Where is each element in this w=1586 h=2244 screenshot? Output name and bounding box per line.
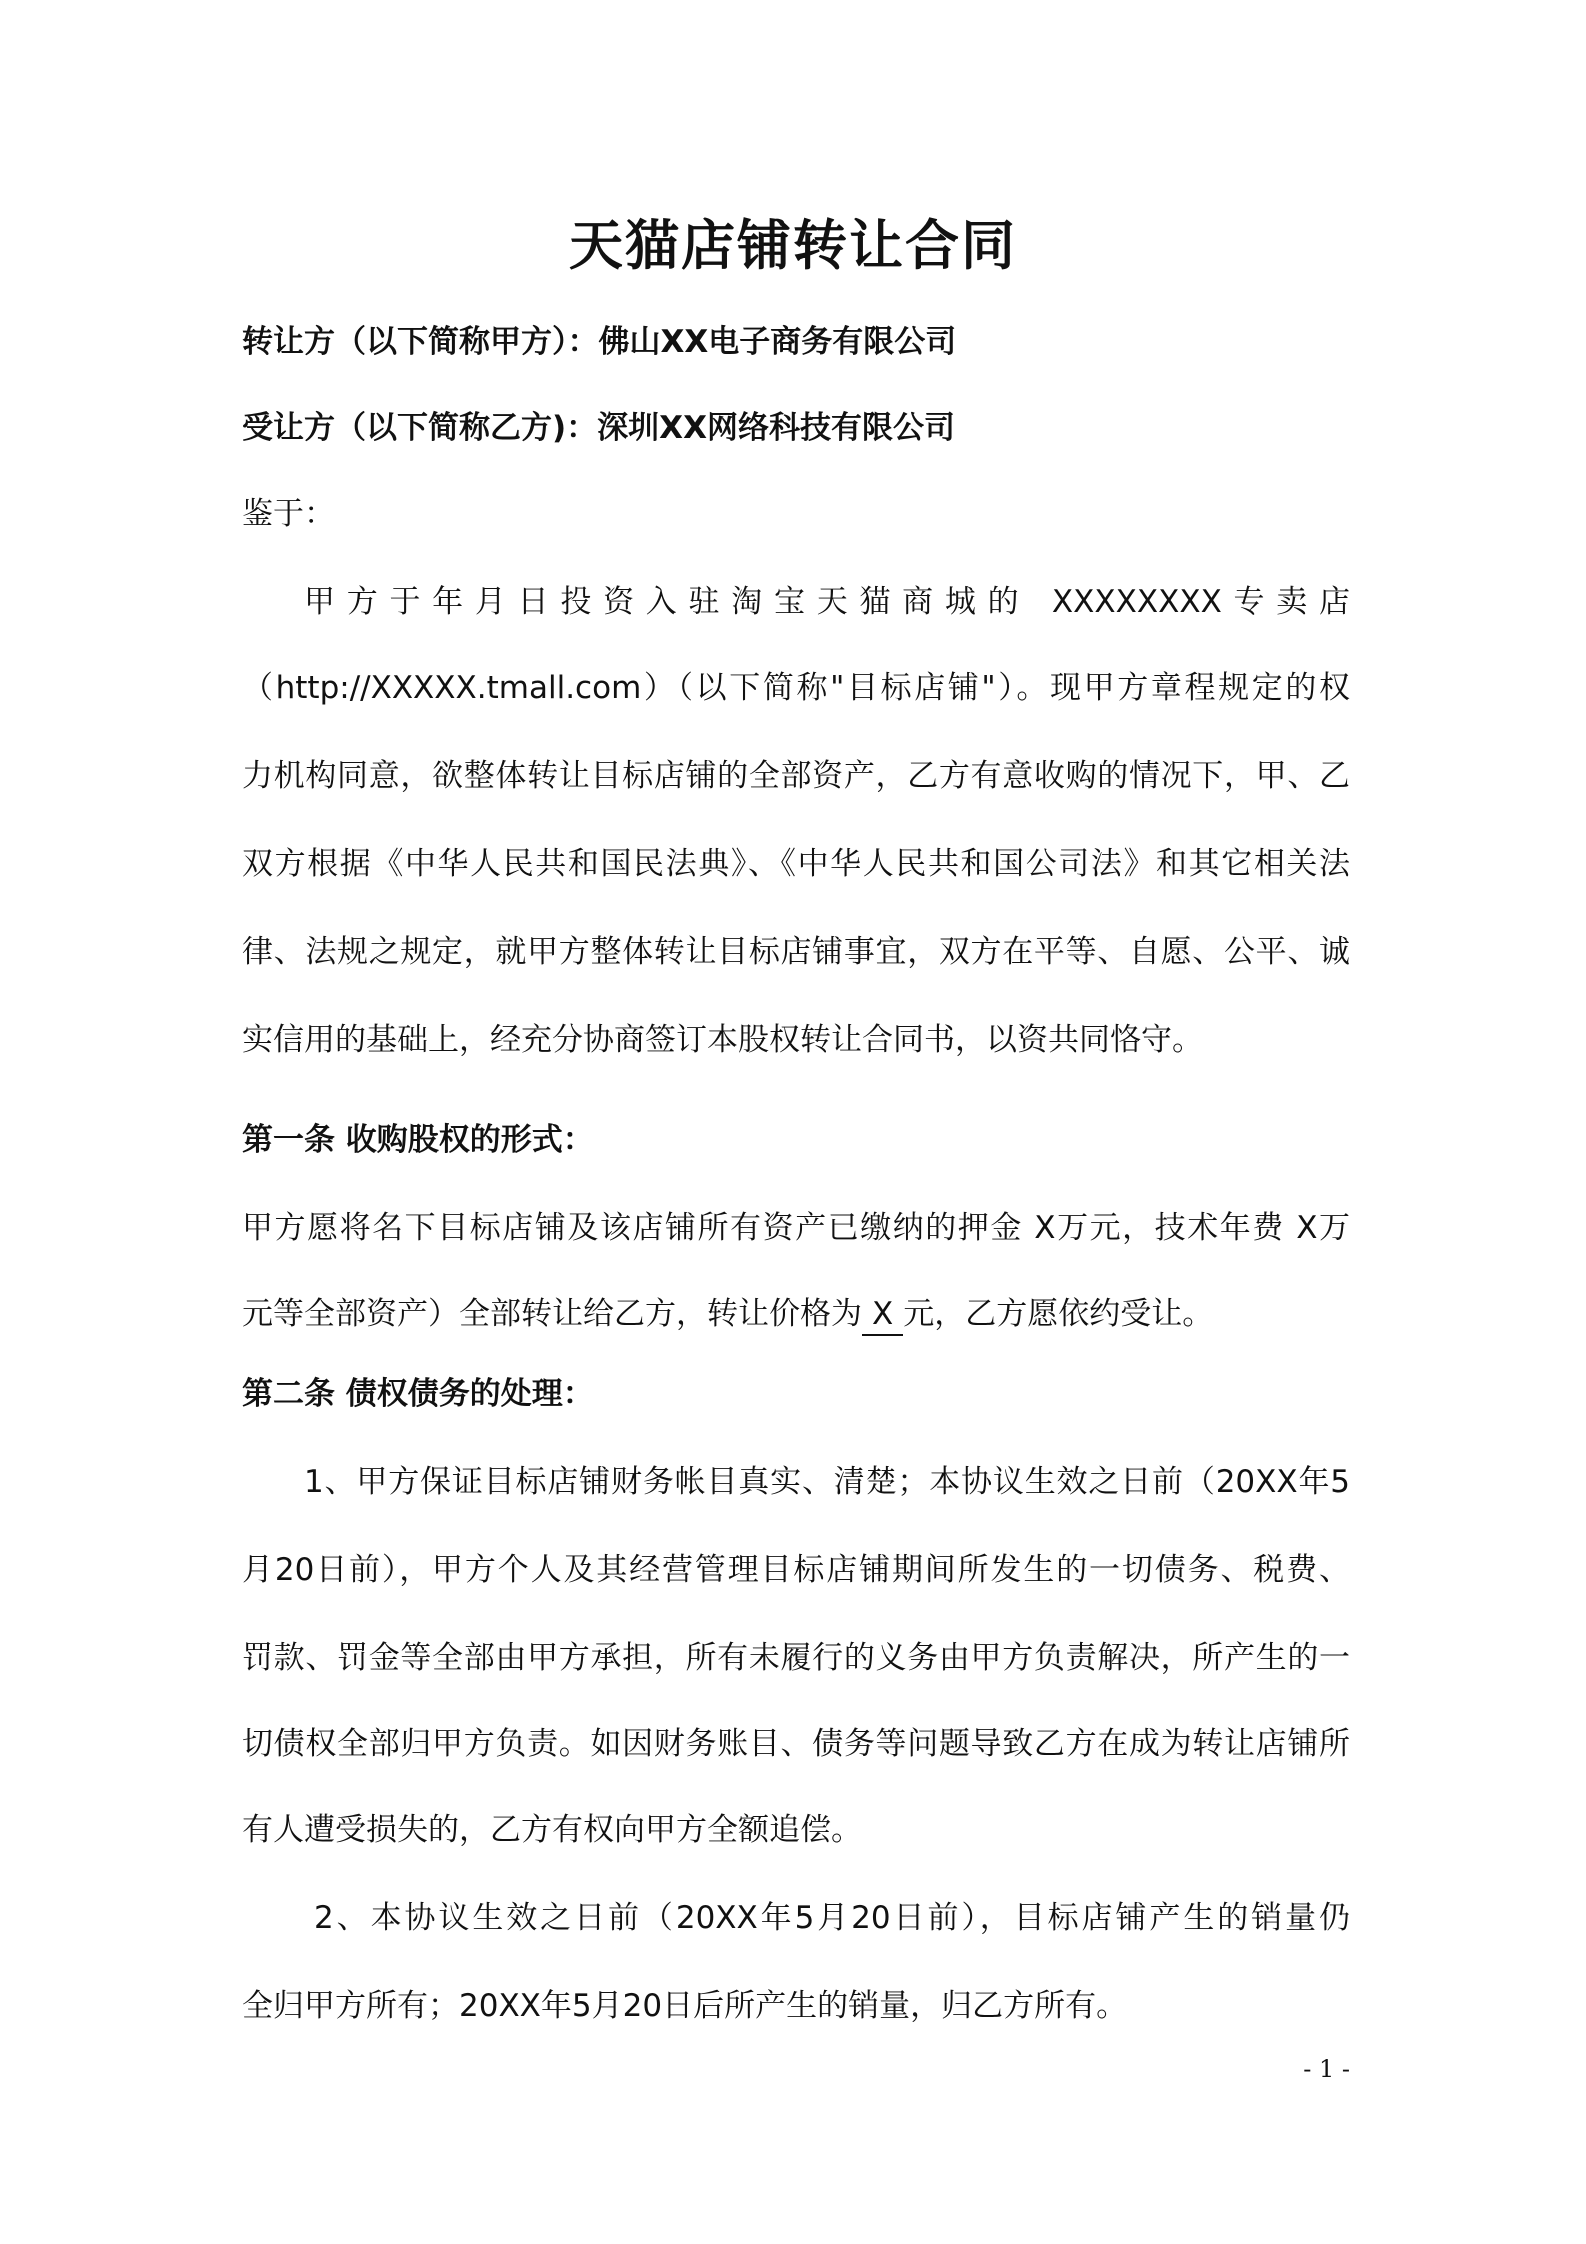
preamble-line: 实信用的基础上，经充分协商签订本股权转让合同书，以资共同恪守。 [242, 1022, 1203, 1058]
article-1-heading: 第一条 收购股权的形式： [242, 1122, 594, 1158]
document-title: 天猫店铺转让合同 [569, 214, 1017, 277]
article-2-item-2-line: 2、本协议生效之日前（20XX年5月20日前），目标店铺产生的销量仍 [314, 1900, 1350, 1936]
preamble-line: （http://XXXXX.tmall.com）（以下简称"目标店铺"）。现甲方章程规定的权 [242, 670, 1350, 706]
whereas-label: 鉴于： [242, 496, 335, 532]
article-1-text: 元等全部资产）全部转让给乙方，转让价格为 [242, 1296, 862, 1332]
article-2-item-1-line: 月20日前），甲方个人及其经营管理目标店铺期间所发生的一切债务、税费、 [242, 1552, 1350, 1588]
article-2-item-1-line: 1、甲方保证目标店铺财务帐目真实、清楚；本协议生效之日前（20XX年5 [304, 1464, 1350, 1500]
article-1-line: 甲方愿将名下目标店铺及该店铺所有资产已缴纳的押金 X万元，技术年费 X万 [242, 1210, 1350, 1246]
preamble-line: 甲方于年月日投资入驻淘宝天猫商城的 XXXXXXXX专卖店 [304, 584, 1350, 620]
preamble-line: 力机构同意，欲整体转让目标店铺的全部资产，乙方有意收购的情况下，甲、乙 [242, 758, 1350, 794]
preamble-line: 双方根据《中华人民共和国民法典》、《中华人民共和国公司法》和其它相关法 [242, 846, 1350, 882]
transferee-line: 受让方（以下简称乙方)：深圳XX网络科技有限公司 [242, 410, 955, 446]
transfer-price-value: X [862, 1294, 903, 1336]
article-2-heading: 第二条 债权债务的处理： [242, 1376, 594, 1412]
article-2-item-1-line: 罚款、罚金等全部由甲方承担，所有未履行的义务由甲方负责解决，所产生的一 [242, 1640, 1350, 1676]
article-1-text: 元，乙方愿依约受让。 [903, 1296, 1214, 1332]
article-1-line [242, 1290, 1350, 1338]
transferor-line: 转让方（以下简称甲方）：佛山XX电子商务有限公司 [242, 324, 957, 360]
article-2-item-1-line: 有人遭受损失的，乙方有权向甲方全额追偿。 [242, 1812, 862, 1848]
preamble-line: 律、法规之规定，就甲方整体转让目标店铺事宜，双方在平等、自愿、公平、诚 [242, 934, 1350, 970]
page-number: - 1 - [1303, 2055, 1350, 2083]
article-2-item-2-line: 全归甲方所有；20XX年5月20日后所产生的销量，归乙方所有。 [242, 1988, 1128, 2024]
article-2-item-1-line: 切债权全部归甲方负责。如因财务账目、债务等问题导致乙方在成为转让店铺所 [242, 1726, 1350, 1762]
